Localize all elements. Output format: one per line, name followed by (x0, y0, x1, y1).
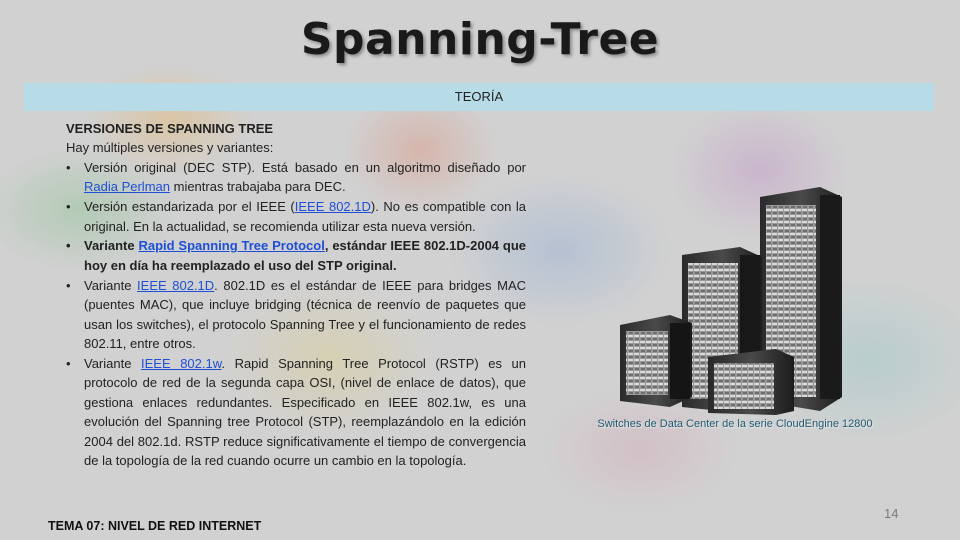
link-ieee-802-1d[interactable]: IEEE 802.1D (137, 277, 215, 293)
list-item (66, 354, 526, 470)
footer-text: TEMA 07: NIVEL DE RED INTERNET (48, 519, 262, 533)
item-text: Variante (84, 355, 142, 371)
list-item (66, 158, 526, 197)
item-text: mientras trabajaba para DEC. (170, 179, 346, 195)
intro-text: Hay múltiples versiones y variantes: (66, 140, 274, 156)
section-bar: TEORÍA (24, 83, 934, 111)
list-item (66, 276, 526, 354)
link-ieee-802-1d[interactable]: IEEE 802.1D (294, 199, 371, 215)
item-text: , estándar IEEE 802.1D-2004 que hoy en día ha reemplazado el uso del STP original. (84, 238, 526, 273)
list-item (66, 197, 526, 236)
slide-title: Spanning-Tree (300, 14, 660, 65)
item-text: Versión estandarizada por el IEEE ( (84, 199, 295, 215)
item-text: Variante (84, 238, 139, 254)
list-item (66, 236, 526, 275)
item-text: . Rapid Spanning Tree Protocol (RSTP) es un protocolo de red de la segunda capa OSI, (nivel de enlace de datos), que gestiona enlaces redundantes. Especificado en IEEE 802.1w, es una evolución del Spanning tree Protocol (STP), reemplazándolo en la edición 2004 del 802.1d. RSTP reduce significativamente el tiempo de convergencia de la topología de la red cuando ocurre un cambio en la topología. (84, 355, 526, 468)
item-text: Variante (84, 277, 138, 293)
link-ieee-802-1w[interactable]: IEEE 802.1w (141, 355, 222, 371)
item-text: . 802.1D es el estándar de IEEE para bridges MAC (puentes MAC), que incluye bridging (técnica de reenvío de paquetes que usan los switches), el protocolo Spanning Tree y el funcionamiento de redes 802.11, entre otros. (84, 277, 526, 351)
small-switch-chassis (620, 315, 692, 407)
section-heading: VERSIONES DE SPANNING TREE (66, 121, 274, 136)
content-block (66, 119, 526, 471)
item-text: Versión original (DEC STP). Está basado en un algoritmo diseñado por (84, 159, 526, 175)
page-number: 14 (884, 506, 899, 521)
versions-list (66, 158, 526, 471)
link-rapid-spanning-tree-protocol[interactable]: Rapid Spanning Tree Protocol (138, 238, 325, 254)
image-caption: Switches de Data Center de la serie CloudEngine 12800 (597, 418, 873, 430)
switches-image (580, 185, 880, 415)
item-text: ). No es compatible con la original. En la actualidad, se recomienda utilizar esta nueva versión. (84, 199, 526, 234)
front-switch-chassis (708, 349, 794, 415)
link-radia-perlman[interactable]: Radia Perlman (84, 179, 170, 195)
